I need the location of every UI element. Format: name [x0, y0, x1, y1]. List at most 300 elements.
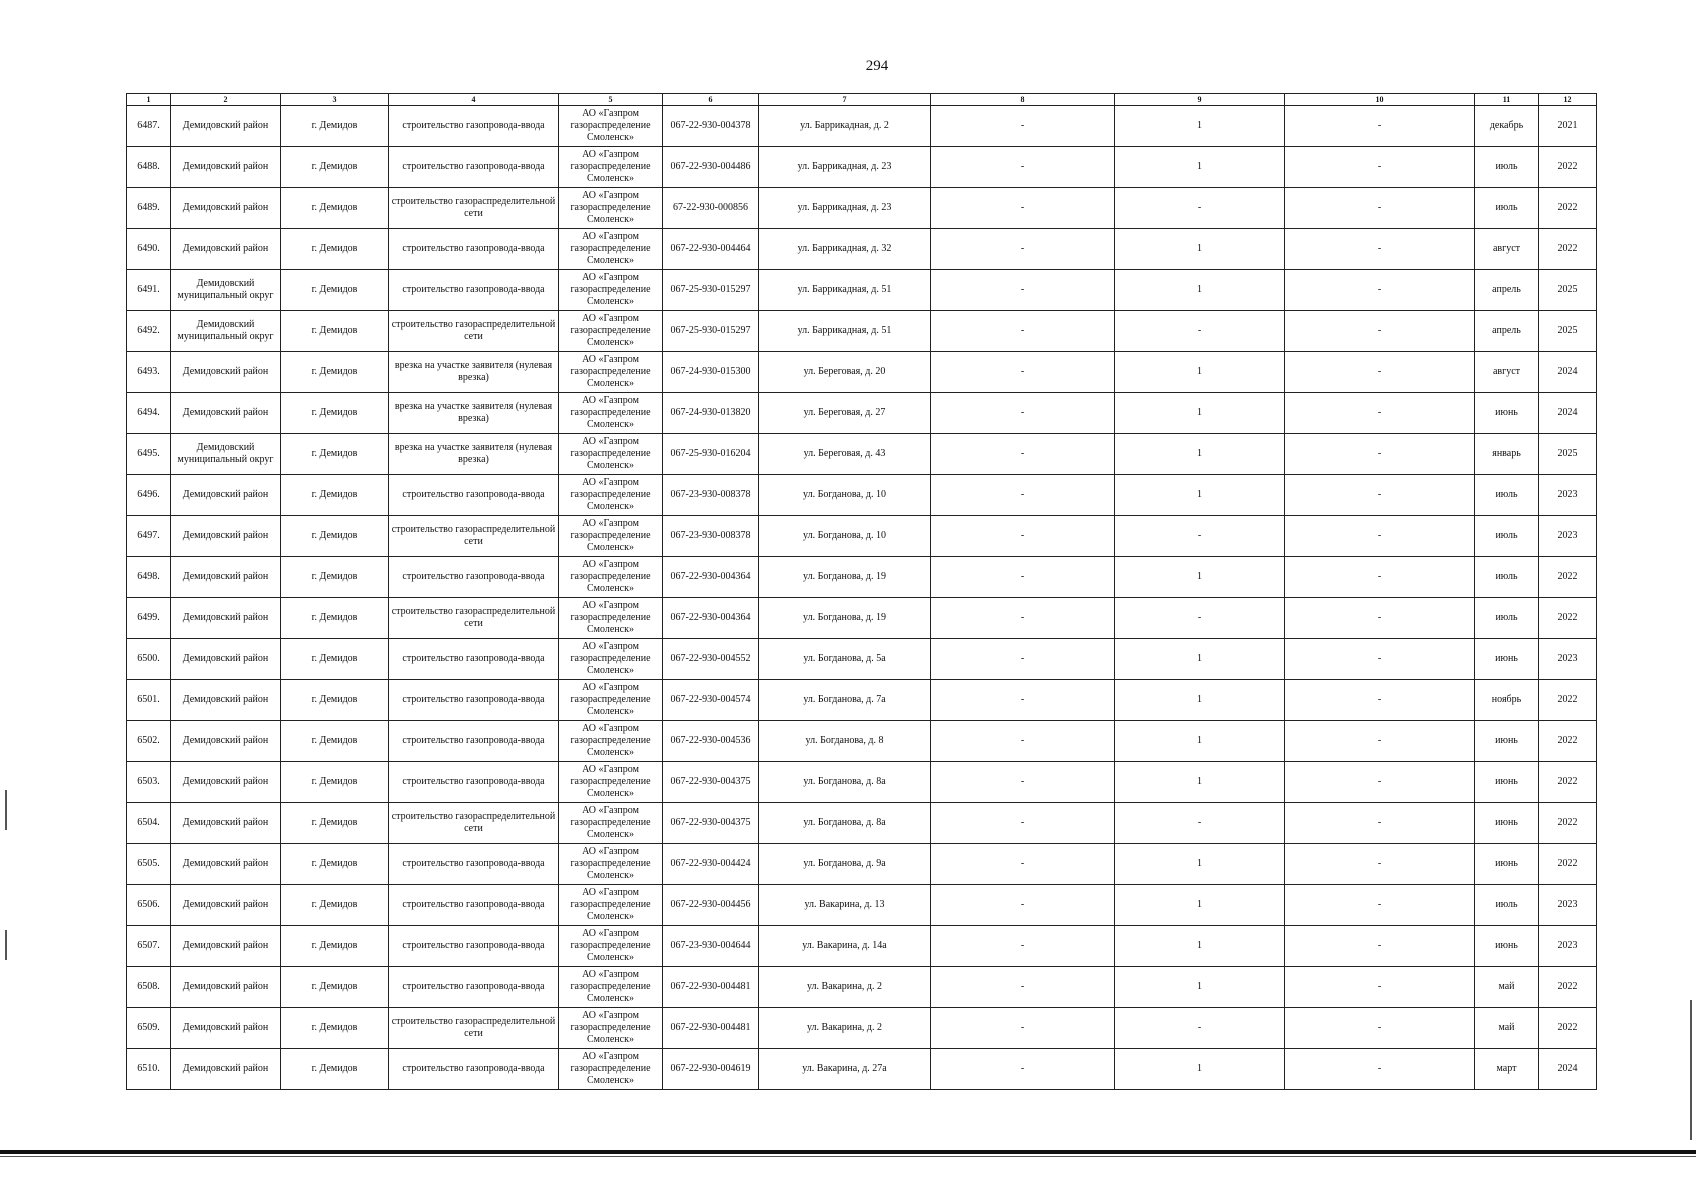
- cell-address: ул. Богданова, д. 8а: [759, 762, 931, 803]
- cell-address: ул. Богданова, д. 7а: [759, 680, 931, 721]
- cell-code: 067-24-930-013820: [663, 393, 759, 434]
- table-row: [127, 885, 1597, 926]
- cell-col8: -: [931, 598, 1115, 639]
- table-row: [127, 393, 1597, 434]
- cell-city: г. Демидов: [281, 885, 389, 926]
- cell-city: г. Демидов: [281, 762, 389, 803]
- cell-col8: -: [931, 1049, 1115, 1090]
- cell-col10: -: [1285, 885, 1475, 926]
- cell-work-type: строительство газораспределительной сети: [389, 598, 559, 639]
- table-row: [127, 557, 1597, 598]
- cell-work-type: строительство газораспределительной сети: [389, 803, 559, 844]
- cell-col9: 1: [1115, 475, 1285, 516]
- cell-col9: 1: [1115, 106, 1285, 147]
- page-bottom-rule: [0, 1150, 1696, 1154]
- cell-col10: -: [1285, 393, 1475, 434]
- cell-col8: -: [931, 721, 1115, 762]
- cell-city: г. Демидов: [281, 598, 389, 639]
- cell-year: 2022: [1539, 762, 1597, 803]
- cell-work-type: строительство газораспределительной сети: [389, 1008, 559, 1049]
- cell-address: ул. Богданова, д. 8а: [759, 803, 931, 844]
- cell-col8: -: [931, 1008, 1115, 1049]
- cell-col9: -: [1115, 311, 1285, 352]
- cell-col9: 1: [1115, 557, 1285, 598]
- cell-address: ул. Баррикадная, д. 23: [759, 188, 931, 229]
- cell-col9: -: [1115, 1008, 1285, 1049]
- cell-district: Демидовский район: [171, 926, 281, 967]
- cell-number: 6489.: [127, 188, 171, 229]
- cell-number: 6508.: [127, 967, 171, 1008]
- table-row: [127, 352, 1597, 393]
- cell-number: 6492.: [127, 311, 171, 352]
- cell-year: 2022: [1539, 721, 1597, 762]
- table-row: [127, 598, 1597, 639]
- cell-district: Демидовский район: [171, 639, 281, 680]
- cell-year: 2022: [1539, 844, 1597, 885]
- cell-work-type: строительство газораспределительной сети: [389, 188, 559, 229]
- cell-col8: -: [931, 680, 1115, 721]
- cell-address: ул. Богданова, д. 19: [759, 598, 931, 639]
- cell-code: 067-25-930-015297: [663, 270, 759, 311]
- cell-address: ул. Баррикадная, д. 51: [759, 311, 931, 352]
- cell-organization: АО «Газпром газораспределение Смоленск»: [559, 516, 663, 557]
- table-header: [127, 94, 1597, 106]
- cell-year: 2022: [1539, 188, 1597, 229]
- cell-month: ноябрь: [1475, 680, 1539, 721]
- cell-col10: -: [1285, 639, 1475, 680]
- cell-city: г. Демидов: [281, 639, 389, 680]
- cell-col10: -: [1285, 803, 1475, 844]
- cell-address: ул. Богданова, д. 9а: [759, 844, 931, 885]
- cell-organization: АО «Газпром газораспределение Смоленск»: [559, 844, 663, 885]
- column-header: 5: [559, 94, 663, 106]
- cell-work-type: строительство газопровода-ввода: [389, 557, 559, 598]
- cell-number: 6491.: [127, 270, 171, 311]
- cell-month: июль: [1475, 557, 1539, 598]
- scan-margin-mark: [5, 790, 7, 830]
- cell-district: Демидовский район: [171, 188, 281, 229]
- column-header: 9: [1115, 94, 1285, 106]
- cell-number: 6494.: [127, 393, 171, 434]
- cell-year: 2025: [1539, 270, 1597, 311]
- table-row: [127, 803, 1597, 844]
- table-row: [127, 516, 1597, 557]
- cell-month: июль: [1475, 475, 1539, 516]
- cell-work-type: строительство газопровода-ввода: [389, 106, 559, 147]
- table-row: [127, 1049, 1597, 1090]
- cell-number: 6499.: [127, 598, 171, 639]
- cell-col10: -: [1285, 762, 1475, 803]
- cell-city: г. Демидов: [281, 229, 389, 270]
- cell-city: г. Демидов: [281, 967, 389, 1008]
- cell-organization: АО «Газпром газораспределение Смоленск»: [559, 639, 663, 680]
- registry-table: [126, 93, 1597, 1090]
- cell-col9: 1: [1115, 270, 1285, 311]
- cell-organization: АО «Газпром газораспределение Смоленск»: [559, 270, 663, 311]
- cell-district: Демидовский район: [171, 680, 281, 721]
- cell-month: июнь: [1475, 639, 1539, 680]
- column-header: 10: [1285, 94, 1475, 106]
- cell-work-type: строительство газопровода-ввода: [389, 680, 559, 721]
- cell-code: 067-22-930-004464: [663, 229, 759, 270]
- cell-organization: АО «Газпром газораспределение Смоленск»: [559, 803, 663, 844]
- cell-organization: АО «Газпром газораспределение Смоленск»: [559, 475, 663, 516]
- cell-city: г. Демидов: [281, 516, 389, 557]
- cell-month: июнь: [1475, 393, 1539, 434]
- cell-address: ул. Вакарина, д. 27а: [759, 1049, 931, 1090]
- cell-work-type: строительство газораспределительной сети: [389, 311, 559, 352]
- cell-year: 2022: [1539, 1008, 1597, 1049]
- cell-work-type: строительство газопровода-ввода: [389, 721, 559, 762]
- cell-code: 067-22-930-004619: [663, 1049, 759, 1090]
- cell-district: Демидовский район: [171, 516, 281, 557]
- cell-col8: -: [931, 434, 1115, 475]
- cell-col9: 1: [1115, 926, 1285, 967]
- cell-col9: 1: [1115, 434, 1285, 475]
- cell-district: Демидовский муниципальный округ: [171, 434, 281, 475]
- cell-district: Демидовский район: [171, 967, 281, 1008]
- cell-city: г. Демидов: [281, 311, 389, 352]
- cell-number: 6496.: [127, 475, 171, 516]
- cell-organization: АО «Газпром газораспределение Смоленск»: [559, 106, 663, 147]
- cell-col10: -: [1285, 1008, 1475, 1049]
- cell-city: г. Демидов: [281, 680, 389, 721]
- cell-work-type: строительство газопровода-ввода: [389, 147, 559, 188]
- cell-month: май: [1475, 967, 1539, 1008]
- cell-col9: 1: [1115, 352, 1285, 393]
- cell-district: Демидовский район: [171, 885, 281, 926]
- cell-address: ул. Вакарина, д. 2: [759, 967, 931, 1008]
- cell-year: 2024: [1539, 393, 1597, 434]
- cell-col9: -: [1115, 598, 1285, 639]
- cell-address: ул. Баррикадная, д. 23: [759, 147, 931, 188]
- column-header: 4: [389, 94, 559, 106]
- cell-district: Демидовский район: [171, 352, 281, 393]
- header-row: [127, 94, 1597, 106]
- cell-year: 2024: [1539, 1049, 1597, 1090]
- cell-month: июнь: [1475, 926, 1539, 967]
- cell-district: Демидовский район: [171, 598, 281, 639]
- cell-month: июль: [1475, 598, 1539, 639]
- cell-work-type: строительство газопровода-ввода: [389, 926, 559, 967]
- cell-number: 6488.: [127, 147, 171, 188]
- cell-col8: -: [931, 557, 1115, 598]
- cell-col8: -: [931, 639, 1115, 680]
- cell-work-type: строительство газопровода-ввода: [389, 762, 559, 803]
- cell-month: август: [1475, 352, 1539, 393]
- cell-month: март: [1475, 1049, 1539, 1090]
- cell-col10: -: [1285, 311, 1475, 352]
- cell-col9: 1: [1115, 680, 1285, 721]
- cell-city: г. Демидов: [281, 188, 389, 229]
- cell-col10: -: [1285, 967, 1475, 1008]
- cell-col10: -: [1285, 516, 1475, 557]
- cell-year: 2023: [1539, 885, 1597, 926]
- cell-number: 6490.: [127, 229, 171, 270]
- cell-year: 2023: [1539, 926, 1597, 967]
- cell-col10: -: [1285, 598, 1475, 639]
- cell-code: 067-23-930-004644: [663, 926, 759, 967]
- cell-city: г. Демидов: [281, 803, 389, 844]
- cell-col10: -: [1285, 926, 1475, 967]
- cell-address: ул. Вакарина, д. 14а: [759, 926, 931, 967]
- cell-city: г. Демидов: [281, 393, 389, 434]
- cell-work-type: строительство газопровода-ввода: [389, 475, 559, 516]
- table-row: [127, 434, 1597, 475]
- cell-col9: 1: [1115, 229, 1285, 270]
- cell-col9: 1: [1115, 762, 1285, 803]
- cell-code: 67-22-930-000856: [663, 188, 759, 229]
- cell-work-type: врезка на участке заявителя (нулевая врезка): [389, 434, 559, 475]
- cell-col9: 1: [1115, 393, 1285, 434]
- cell-district: Демидовский район: [171, 1008, 281, 1049]
- table-row: [127, 147, 1597, 188]
- cell-organization: АО «Газпром газораспределение Смоленск»: [559, 598, 663, 639]
- cell-number: 6506.: [127, 885, 171, 926]
- cell-code: 067-22-930-004378: [663, 106, 759, 147]
- cell-city: г. Демидов: [281, 844, 389, 885]
- cell-district: Демидовский район: [171, 475, 281, 516]
- cell-address: ул. Баррикадная, д. 32: [759, 229, 931, 270]
- cell-organization: АО «Газпром газораспределение Смоленск»: [559, 147, 663, 188]
- cell-month: август: [1475, 229, 1539, 270]
- cell-district: Демидовский район: [171, 147, 281, 188]
- cell-col9: 1: [1115, 844, 1285, 885]
- cell-col10: -: [1285, 680, 1475, 721]
- cell-address: ул. Богданова, д. 10: [759, 475, 931, 516]
- cell-address: ул. Богданова, д. 5а: [759, 639, 931, 680]
- cell-col8: -: [931, 106, 1115, 147]
- cell-code: 067-22-930-004456: [663, 885, 759, 926]
- scan-margin-mark: [5, 930, 7, 960]
- cell-organization: АО «Газпром газораспределение Смоленск»: [559, 926, 663, 967]
- cell-col8: -: [931, 311, 1115, 352]
- cell-city: г. Демидов: [281, 352, 389, 393]
- cell-month: июль: [1475, 147, 1539, 188]
- cell-col9: 1: [1115, 967, 1285, 1008]
- cell-col10: -: [1285, 270, 1475, 311]
- cell-address: ул. Вакарина, д. 13: [759, 885, 931, 926]
- cell-code: 067-22-930-004536: [663, 721, 759, 762]
- table-body: [127, 106, 1597, 1090]
- cell-month: май: [1475, 1008, 1539, 1049]
- cell-number: 6495.: [127, 434, 171, 475]
- cell-organization: АО «Газпром газораспределение Смоленск»: [559, 557, 663, 598]
- cell-city: г. Демидов: [281, 557, 389, 598]
- column-header: 12: [1539, 94, 1597, 106]
- cell-col10: -: [1285, 721, 1475, 762]
- cell-col10: -: [1285, 229, 1475, 270]
- cell-organization: АО «Газпром газораспределение Смоленск»: [559, 1008, 663, 1049]
- cell-number: 6504.: [127, 803, 171, 844]
- table-row: [127, 188, 1597, 229]
- cell-code: 067-22-930-004424: [663, 844, 759, 885]
- cell-col8: -: [931, 516, 1115, 557]
- table-row: [127, 639, 1597, 680]
- cell-col10: -: [1285, 147, 1475, 188]
- cell-city: г. Демидов: [281, 434, 389, 475]
- cell-number: 6500.: [127, 639, 171, 680]
- column-header: 3: [281, 94, 389, 106]
- cell-organization: АО «Газпром газораспределение Смоленск»: [559, 1049, 663, 1090]
- cell-number: 6501.: [127, 680, 171, 721]
- cell-number: 6487.: [127, 106, 171, 147]
- table-row: [127, 1008, 1597, 1049]
- cell-work-type: врезка на участке заявителя (нулевая врезка): [389, 393, 559, 434]
- cell-number: 6510.: [127, 1049, 171, 1090]
- page-bottom-rule-thin: [0, 1156, 1696, 1157]
- cell-district: Демидовский район: [171, 721, 281, 762]
- cell-code: 067-24-930-015300: [663, 352, 759, 393]
- cell-code: 067-22-930-004364: [663, 557, 759, 598]
- cell-district: Демидовский район: [171, 557, 281, 598]
- cell-month: июль: [1475, 188, 1539, 229]
- cell-col9: 1: [1115, 885, 1285, 926]
- cell-number: 6509.: [127, 1008, 171, 1049]
- cell-organization: АО «Газпром газораспределение Смоленск»: [559, 967, 663, 1008]
- column-header: 11: [1475, 94, 1539, 106]
- cell-col9: -: [1115, 188, 1285, 229]
- cell-number: 6503.: [127, 762, 171, 803]
- cell-district: Демидовский муниципальный округ: [171, 311, 281, 352]
- cell-work-type: врезка на участке заявителя (нулевая врезка): [389, 352, 559, 393]
- cell-year: 2022: [1539, 803, 1597, 844]
- cell-col8: -: [931, 926, 1115, 967]
- cell-address: ул. Богданова, д. 19: [759, 557, 931, 598]
- table-row: [127, 311, 1597, 352]
- cell-col8: -: [931, 844, 1115, 885]
- cell-organization: АО «Газпром газораспределение Смоленск»: [559, 762, 663, 803]
- cell-code: 067-23-930-008378: [663, 516, 759, 557]
- column-header: 1: [127, 94, 171, 106]
- cell-month: июнь: [1475, 803, 1539, 844]
- table-row: [127, 926, 1597, 967]
- cell-col8: -: [931, 393, 1115, 434]
- cell-year: 2023: [1539, 639, 1597, 680]
- cell-col9: 1: [1115, 1049, 1285, 1090]
- cell-month: июль: [1475, 516, 1539, 557]
- cell-address: ул. Богданова, д. 10: [759, 516, 931, 557]
- cell-city: г. Демидов: [281, 106, 389, 147]
- cell-district: Демидовский район: [171, 229, 281, 270]
- cell-district: Демидовский район: [171, 1049, 281, 1090]
- cell-year: 2025: [1539, 434, 1597, 475]
- cell-col8: -: [931, 188, 1115, 229]
- cell-city: г. Демидов: [281, 270, 389, 311]
- cell-month: апрель: [1475, 270, 1539, 311]
- cell-code: 067-22-930-004364: [663, 598, 759, 639]
- cell-year: 2023: [1539, 516, 1597, 557]
- cell-year: 2021: [1539, 106, 1597, 147]
- cell-number: 6493.: [127, 352, 171, 393]
- cell-year: 2022: [1539, 147, 1597, 188]
- cell-address: ул. Береговая, д. 20: [759, 352, 931, 393]
- cell-year: 2022: [1539, 967, 1597, 1008]
- cell-code: 067-23-930-008378: [663, 475, 759, 516]
- cell-col8: -: [931, 967, 1115, 1008]
- cell-work-type: строительство газопровода-ввода: [389, 639, 559, 680]
- cell-code: 067-22-930-004375: [663, 762, 759, 803]
- cell-organization: АО «Газпром газораспределение Смоленск»: [559, 188, 663, 229]
- cell-month: июнь: [1475, 844, 1539, 885]
- cell-address: ул. Береговая, д. 43: [759, 434, 931, 475]
- cell-month: июль: [1475, 885, 1539, 926]
- cell-work-type: строительство газораспределительной сети: [389, 516, 559, 557]
- cell-address: ул. Баррикадная, д. 2: [759, 106, 931, 147]
- table-row: [127, 680, 1597, 721]
- table-row: [127, 967, 1597, 1008]
- cell-district: Демидовский район: [171, 393, 281, 434]
- cell-code: 067-25-930-015297: [663, 311, 759, 352]
- table-row: [127, 475, 1597, 516]
- cell-code: 067-22-930-004375: [663, 803, 759, 844]
- table-row: [127, 270, 1597, 311]
- cell-col8: -: [931, 147, 1115, 188]
- cell-col8: -: [931, 762, 1115, 803]
- cell-district: Демидовский муниципальный округ: [171, 270, 281, 311]
- column-header: 8: [931, 94, 1115, 106]
- cell-address: ул. Богданова, д. 8: [759, 721, 931, 762]
- cell-city: г. Демидов: [281, 721, 389, 762]
- cell-organization: АО «Газпром газораспределение Смоленск»: [559, 885, 663, 926]
- cell-number: 6502.: [127, 721, 171, 762]
- cell-month: январь: [1475, 434, 1539, 475]
- cell-organization: АО «Газпром газораспределение Смоленск»: [559, 680, 663, 721]
- column-header: 7: [759, 94, 931, 106]
- cell-work-type: строительство газопровода-ввода: [389, 967, 559, 1008]
- cell-code: 067-22-930-004486: [663, 147, 759, 188]
- table-row: [127, 762, 1597, 803]
- cell-col10: -: [1285, 434, 1475, 475]
- cell-district: Демидовский район: [171, 106, 281, 147]
- cell-organization: АО «Газпром газораспределение Смоленск»: [559, 229, 663, 270]
- cell-col9: -: [1115, 803, 1285, 844]
- column-header: 2: [171, 94, 281, 106]
- cell-work-type: строительство газопровода-ввода: [389, 844, 559, 885]
- cell-year: 2022: [1539, 557, 1597, 598]
- cell-col8: -: [931, 229, 1115, 270]
- cell-organization: АО «Газпром газораспределение Смоленск»: [559, 434, 663, 475]
- cell-district: Демидовский район: [171, 803, 281, 844]
- cell-organization: АО «Газпром газораспределение Смоленск»: [559, 393, 663, 434]
- cell-address: ул. Баррикадная, д. 51: [759, 270, 931, 311]
- cell-work-type: строительство газопровода-ввода: [389, 270, 559, 311]
- cell-code: 067-22-930-004574: [663, 680, 759, 721]
- cell-number: 6505.: [127, 844, 171, 885]
- table-row: [127, 106, 1597, 147]
- column-header: 6: [663, 94, 759, 106]
- cell-col10: -: [1285, 352, 1475, 393]
- cell-col9: 1: [1115, 721, 1285, 762]
- cell-col9: 1: [1115, 147, 1285, 188]
- cell-city: г. Демидов: [281, 1049, 389, 1090]
- cell-col8: -: [931, 475, 1115, 516]
- cell-month: апрель: [1475, 311, 1539, 352]
- cell-number: 6498.: [127, 557, 171, 598]
- cell-district: Демидовский район: [171, 762, 281, 803]
- cell-organization: АО «Газпром газораспределение Смоленск»: [559, 352, 663, 393]
- cell-col10: -: [1285, 1049, 1475, 1090]
- cell-number: 6497.: [127, 516, 171, 557]
- page-number: 294: [865, 58, 889, 74]
- cell-city: г. Демидов: [281, 1008, 389, 1049]
- cell-col8: -: [931, 352, 1115, 393]
- table-row: [127, 229, 1597, 270]
- cell-col8: -: [931, 803, 1115, 844]
- cell-year: 2022: [1539, 680, 1597, 721]
- cell-col10: -: [1285, 475, 1475, 516]
- cell-col8: -: [931, 270, 1115, 311]
